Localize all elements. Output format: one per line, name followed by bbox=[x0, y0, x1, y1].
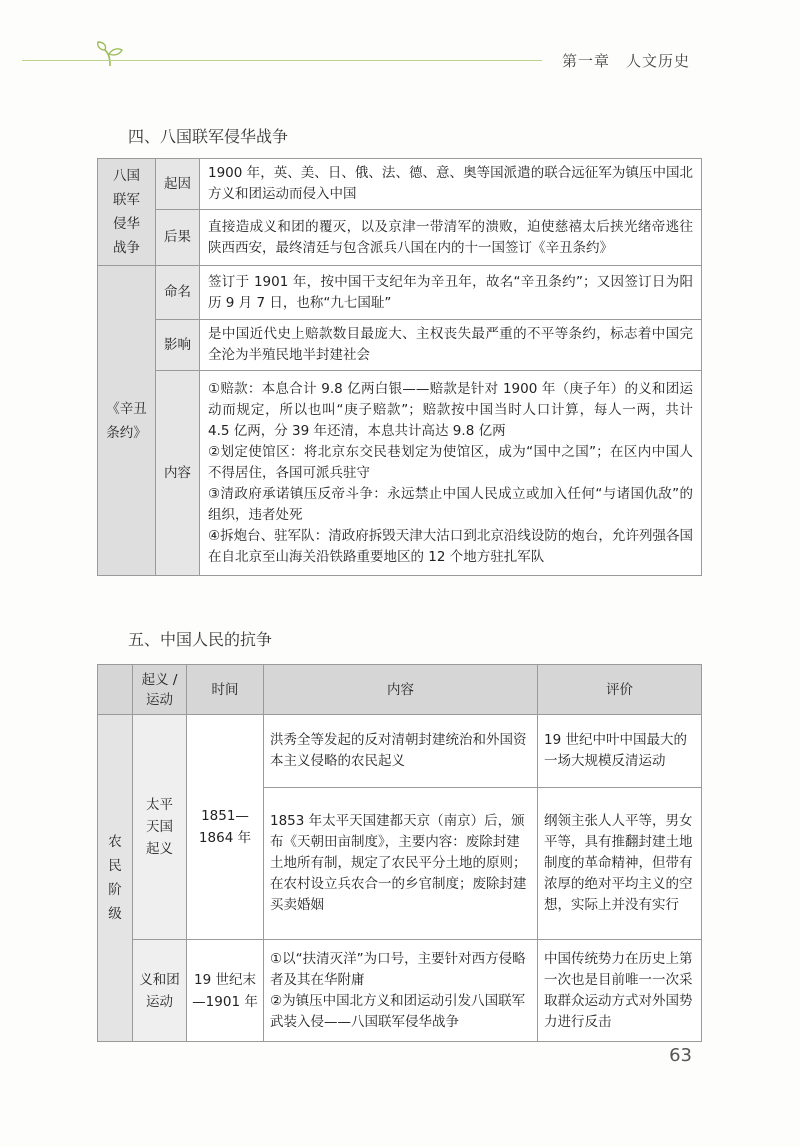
peoples-struggle-table bbox=[97, 664, 702, 1042]
page-number: 63 bbox=[669, 1045, 692, 1066]
boxer-evaluation: 中国传统势力在历史上第一次也是目前唯一一次采取群众运动方式对外国势力进行反击 bbox=[538, 940, 702, 1042]
taiping-evaluation-2: 纲领主张人人平等，男女平等，具有推翻封建土地制度的革命精神，但带有浓厚的绝对平均主义的空想，实际上并没有实行 bbox=[538, 788, 702, 940]
taiping-name: 太平 天国 起义 bbox=[133, 715, 187, 940]
header-time: 时间 bbox=[187, 665, 264, 715]
eight-nation-war-table bbox=[97, 158, 702, 576]
boxer-name: 义和团 运动 bbox=[133, 940, 187, 1042]
impact-text: 是中国近代史上赔款数目最庞大、主权丧失最严重的不平等条约，标志着中国完全沦为半殖民地半封建社会 bbox=[200, 320, 702, 371]
naming-text: 签订于 1901 年，按中国干支纪年为辛丑年，故名“辛丑条约”；又因签订日为阳历 9 月 7 日，也称“九七国耻” bbox=[200, 266, 702, 320]
cause-text: 1900 年，英、美、日、俄、法、德、意、奥等国派遣的联合远征军为镇压中国北方义和团运动而侵入中国 bbox=[200, 159, 702, 210]
boxer-time: 19 世纪末 —1901 年 bbox=[187, 940, 264, 1042]
chapter-title: 第一章 人文历史 bbox=[561, 52, 690, 70]
cause-label: 起因 bbox=[156, 159, 200, 210]
treaty-item-indemnity: ①赔款：本息合计 9.8 亿两白银——赔款是针对 1900 年（庚子年）的义和团运动而规定，所以也叫“庚子赔款”；赔款按中国当时人口计算，每人一两，共计 4.5 亿两，分 39 年还清，本息共计高达 9.8 亿两 bbox=[208, 380, 693, 439]
result-text: 直接造成义和团的覆灭，以及京津一带清军的溃败，迫使慈禧太后挟光绪帝逃往陕西西安，最终清廷与包含派兵八国在内的十一国签订《辛丑条约》 bbox=[200, 210, 702, 266]
header-movement: 起义 / 运动 bbox=[133, 665, 187, 715]
header-content: 内容 bbox=[264, 665, 538, 715]
sprout-icon bbox=[95, 40, 125, 68]
boxer-content: ①以“扶清灭洋”为口号，主要针对西方侵略者及其在华附庸 ②为镇压中国北方义和团运动引发八国联军武装入侵——八国联军侵华战争 bbox=[264, 940, 538, 1042]
taiping-evaluation-1: 19 世纪中叶中国最大的一场大规模反清运动 bbox=[538, 715, 702, 788]
result-label: 后果 bbox=[156, 210, 200, 266]
naming-label: 命名 bbox=[156, 266, 200, 320]
treaty-item-legation: ②划定使馆区：将北京东交民巷划定为使馆区，成为“国中之国”；在区内中国人不得居住，各国可派兵驻守 bbox=[208, 443, 693, 481]
peasant-class-label: 农 民 阶 级 bbox=[98, 715, 133, 1042]
section-title-4: 四、八国联军侵华战争 bbox=[128, 127, 289, 146]
header-rule bbox=[22, 60, 542, 61]
impact-label: 影响 bbox=[156, 320, 200, 371]
treaty-item-forts: ④拆炮台、驻军队：清政府拆毁天津大沽口到北京沿线设防的炮台，允许列强各国在自北京至山海关沿铁路重要地区的 12 个地方驻扎军队 bbox=[208, 527, 693, 565]
treaty-content-list bbox=[200, 371, 702, 576]
treaty-category-label: 《辛丑 条约》 bbox=[98, 266, 156, 576]
taiping-content-1: 洪秀全等发起的反对清朝封建统治和外国资本主义侵略的农民起义 bbox=[264, 715, 538, 788]
war-category-label: 八国 联军 侵华 战争 bbox=[98, 159, 156, 266]
header-evaluation: 评价 bbox=[538, 665, 702, 715]
section-title-5: 五、中国人民的抗争 bbox=[128, 630, 273, 649]
header-blank bbox=[98, 665, 133, 715]
treaty-item-suppression: ③清政府承诺镇压反帝斗争：永远禁止中国人民成立或加入任何“与诸国仇敌”的组织，违者处死 bbox=[208, 485, 693, 523]
content-label: 内容 bbox=[156, 371, 200, 576]
taiping-time: 1851— 1864 年 bbox=[187, 715, 264, 940]
taiping-content-2: 1853 年太平天国建都天京（南京）后，颁布《天朝田亩制度》，主要内容：废除封建土地所有制，规定了农民平分土地的原则；在农村设立兵农合一的乡官制度；废除封建买卖婚姻 bbox=[264, 788, 538, 940]
